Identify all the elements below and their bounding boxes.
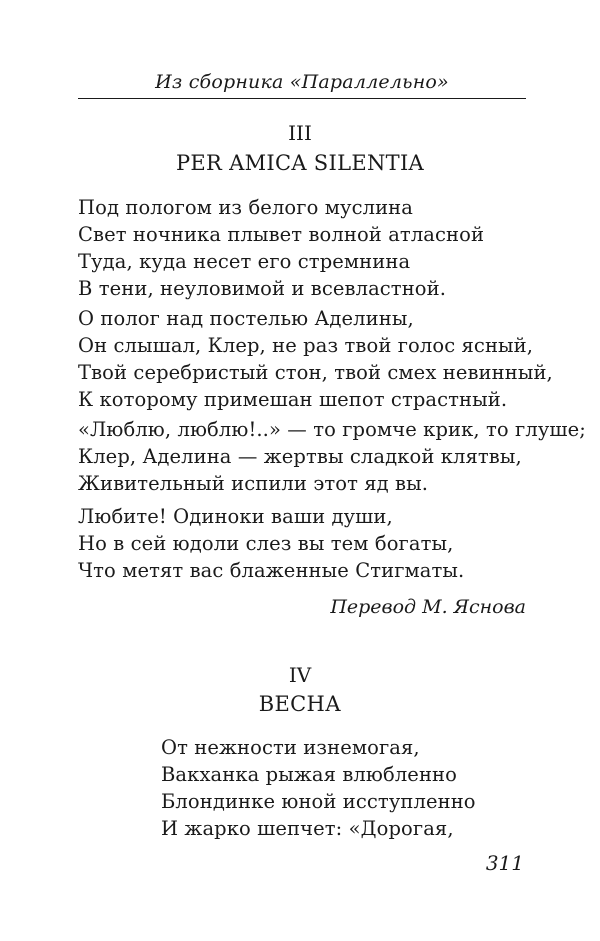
stanza [78,503,548,584]
section-numeral: III [288,121,312,145]
verse-line: «Люблю, люблю!..» — то громче крик, то глуше; [78,418,586,441]
verse-line: Вакханка рыжая влюбленно [161,763,457,786]
section-numeral: IV [288,663,312,687]
verse-line: Туда, куда несет его стремнина [78,250,411,273]
verse-line: Свет ночника плывет волной атласной [78,223,485,246]
verse-line: Он слышал, Клер, не раз твой голос ясный, [78,334,534,357]
running-head: Из сборника «Параллельно» [155,71,449,93]
stanza [78,305,553,413]
verse-line: К которому примешан шепот страстный. [78,388,508,411]
translator-signature: Перевод М. Яснова [330,596,526,618]
page-number: 311 [485,851,524,875]
section-title: PER AMICA SILENTIA [175,151,425,175]
verse-line: Любите! Одиноки ваши души, [78,505,393,528]
stanza [78,416,586,497]
verse-line: Под пологом из белого муслина [78,196,413,219]
stanza [78,194,548,302]
verse-line: И жарко шепчет: «Дорогая, [161,817,454,840]
verse-line: О полог над постелью Аделины, [78,307,414,330]
stanza [161,734,541,842]
verse-line: От нежности изнемогая, [161,736,420,759]
verse-line: Клер, Аделина — жертвы сладкой клятвы, [78,445,522,468]
verse-line: Живительный испили этот яд вы. [78,472,429,495]
section-title: ВЕСНА [258,692,342,716]
verse-line: Но в сей юдоли слез вы тем богаты, [78,532,454,555]
verse-line: В тени, неуловимой и всевластной. [78,277,447,300]
verse-line: Что метят вас блаженные Стигматы. [78,559,465,582]
header-rule [78,98,526,99]
verse-line: Блондинке юной исступленно [161,790,476,813]
verse-line: Твой серебристый стон, твой смех невинный, [78,361,553,384]
